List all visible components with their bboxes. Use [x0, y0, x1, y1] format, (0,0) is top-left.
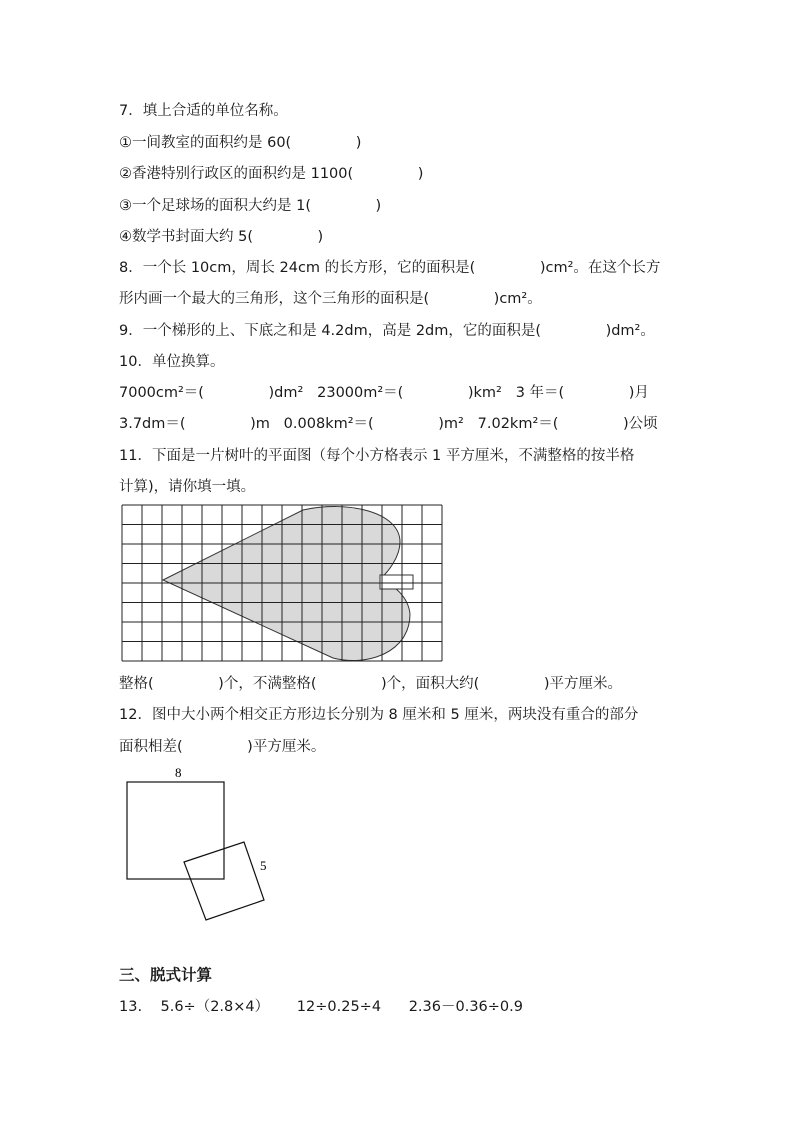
section-3-title: 三、脱式计算 — [119, 966, 213, 984]
q8-line-1: 8．一个长 10cm，周长 24cm 的长方形，它的面积是( )cm²。在这个长方 — [119, 260, 661, 276]
leaf-stem — [380, 575, 413, 589]
q7-title: 7．填上合适的单位名称。 — [119, 103, 288, 119]
q12-line-2: 面积相差( )平方厘米。 — [119, 739, 326, 755]
squares-figure — [120, 762, 280, 927]
big-square — [127, 782, 224, 879]
q10-title: 10．单位换算。 — [119, 354, 225, 370]
q7-item-2: ②香港特别行政区的面积约是 1100( ) — [119, 166, 424, 182]
q10-row-2: 3.7dm＝( )m 0.008km²＝( )m² 7.02km²＝( )公顷 — [119, 416, 658, 432]
q10-row-1: 7000cm²＝( )dm² 23000m²＝( )km² 3 年＝( )月 — [119, 385, 649, 401]
leaf-grid-figure — [118, 502, 448, 666]
q7-item-3: ③一个足球场的面积大约是 1( ) — [119, 198, 382, 214]
q11-line-2: 计算)，请你填一填。 — [119, 479, 256, 495]
q7-item-1: ①一间教室的面积约是 60( ) — [119, 135, 362, 151]
q11-answer: 整格( )个，不满整格( )个，面积大约( )平方厘米。 — [119, 676, 623, 692]
q13-line: 13. 5.6÷（2.8×4） 12÷0.25÷4 2.36－0.36÷0.9 — [119, 999, 523, 1015]
q9-line-1: 9．一个梯形的上、下底之和是 4.2dm，高是 2dm，它的面积是( )dm²。 — [119, 323, 655, 339]
big-square-label: 8 — [175, 765, 182, 780]
q12-line-1: 12．图中大小两个相交正方形边长分别为 8 厘米和 5 厘米，两块没有重合的部分 — [119, 707, 639, 723]
q7-item-4: ④数学书封面大约 5( ) — [119, 229, 324, 245]
q11-line-1: 11．下面是一片树叶的平面图（每个小方格表示 1 平方厘米，不满整格的按半格 — [119, 448, 635, 464]
leaf-shape — [163, 507, 410, 661]
q8-line-2: 形内画一个最大的三角形，这个三角形的面积是( )cm²。 — [119, 291, 542, 307]
small-square-label: 5 — [260, 858, 267, 873]
